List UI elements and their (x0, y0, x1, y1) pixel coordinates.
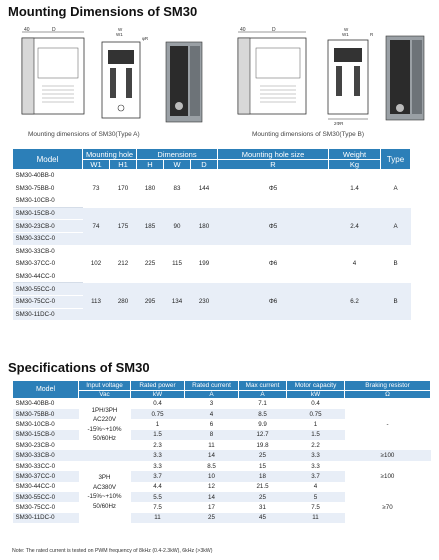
type-a-front-view (90, 26, 160, 126)
motor-capacity-cell: 7.5 (287, 502, 345, 512)
braking-resistor-cell: ≥100 (345, 450, 431, 460)
model-cell: SM30-55CC-0 (13, 283, 83, 296)
model-cell: SM30-40BB-0 (13, 399, 79, 409)
kg-cell: 1.4 (329, 170, 381, 208)
table-row (13, 245, 411, 258)
input-voltage-cell (79, 450, 131, 460)
model-cell: SM30-44CC-0 (13, 270, 83, 283)
rated-current-cell: 8.5 (185, 461, 239, 471)
r-cell: Φ5 (218, 207, 329, 245)
power-cell: 0.4 (131, 399, 185, 409)
w1-cell: 113 (83, 283, 110, 321)
type-a-side-view (14, 26, 94, 126)
max-current-cell: 21.5 (239, 482, 287, 492)
col-weight: Weight (329, 149, 381, 160)
w1-cell: 73 (83, 170, 110, 208)
motor-capacity-cell: 3.7 (287, 471, 345, 481)
model-cell: SM30-33CB-0 (13, 450, 79, 460)
col-dimensions: Dimensions (137, 149, 218, 160)
b-dim-left-label: 40 (240, 27, 246, 33)
type-a-product-image (160, 26, 210, 126)
col-w: W (164, 160, 191, 170)
motor-capacity-cell: 5 (287, 492, 345, 502)
model-cell: SM30-10CB-0 (13, 195, 83, 208)
rated-current-cell: 4 (185, 409, 239, 419)
col-w1: W1 (83, 160, 110, 170)
col-d: D (191, 160, 218, 170)
model-cell: SM30-75CC-0 (13, 502, 79, 512)
spec-unit-kw: kW (131, 391, 185, 399)
spec-unit-kw2: kW (287, 391, 345, 399)
a-dim-left-label: 40 (24, 27, 30, 33)
h-cell: 185 (137, 207, 164, 245)
specifications-heading: Specifications of SM30 (8, 360, 150, 375)
model-cell: SM30-33CB-0 (13, 245, 83, 258)
table-row (13, 170, 411, 183)
h-cell: 295 (137, 283, 164, 321)
type-b-product-image (382, 26, 432, 126)
h1-cell: 175 (110, 207, 137, 245)
col-h1: H1 (110, 160, 137, 170)
motor-capacity-cell: 1.5 (287, 430, 345, 440)
table-row (13, 283, 411, 296)
specifications-table (12, 380, 431, 523)
r-cell: Φ5 (218, 170, 329, 208)
rated-current-cell: 25 (185, 513, 239, 523)
rated-current-cell: 8 (185, 430, 239, 440)
col-r: R (218, 160, 329, 170)
type-b-front-view (316, 26, 382, 126)
model-cell: SM30-44CC-0 (13, 482, 79, 492)
h1-cell: 170 (110, 170, 137, 208)
max-current-cell: 25 (239, 492, 287, 502)
braking-resistor-cell: - (345, 399, 431, 451)
a-dim-depth-label: D (52, 27, 56, 33)
spec-unit-a2: A (239, 391, 287, 399)
power-cell: 3.3 (131, 461, 185, 471)
max-current-cell: 19.8 (239, 440, 287, 450)
b-dim-depth-label: D (272, 27, 276, 33)
r-cell: Φ6 (218, 283, 329, 321)
w1-cell: 102 (83, 245, 110, 283)
col-hole-size: Mounting hole size (218, 149, 329, 160)
model-cell: SM30-15CB-0 (13, 207, 83, 220)
spec-col-model: Model (13, 381, 79, 399)
motor-capacity-cell: 0.4 (287, 399, 345, 409)
power-cell: 7.5 (131, 502, 185, 512)
table-row (13, 461, 431, 471)
max-current-cell: 8.5 (239, 409, 287, 419)
motor-capacity-cell: 4 (287, 482, 345, 492)
caption-type-a: Mounting dimensions of SM30(Type A) (28, 131, 140, 138)
max-current-cell: 18 (239, 471, 287, 481)
d-cell: 180 (191, 207, 218, 245)
braking-resistor-cell: ≥100 (345, 461, 431, 492)
input-voltage-3ph-cell (79, 461, 131, 523)
power-cell: 3.3 (131, 450, 185, 460)
rated-current-cell: 14 (185, 492, 239, 502)
col-model: Model (13, 149, 83, 170)
rated-current-cell: 12 (185, 482, 239, 492)
max-current-cell: 9.9 (239, 419, 287, 429)
model-cell: SM30-75BB-0 (13, 409, 79, 419)
motor-capacity-cell: 2.2 (287, 440, 345, 450)
kg-cell: 6.2 (329, 283, 381, 321)
input-voltage-1ph-cell (79, 399, 131, 451)
model-cell: SM30-11DC-0 (13, 513, 79, 523)
h1-cell: 212 (110, 245, 137, 283)
caption-type-b: Mounting dimensions of SM30(Type B) (252, 131, 364, 138)
model-cell: SM30-11DC-0 (13, 308, 83, 321)
h1-cell: 280 (110, 283, 137, 321)
mounting-dimensions-heading: Mounting Dimensions of SM30 (8, 4, 198, 19)
d-cell: 199 (191, 245, 218, 283)
model-cell: SM30-40BB-0 (13, 170, 83, 183)
model-cell: SM30-23CB-0 (13, 220, 83, 233)
table-row (13, 492, 431, 502)
type-cell: B (381, 245, 411, 283)
d-cell: 230 (191, 283, 218, 321)
kg-cell: 2.4 (329, 207, 381, 245)
voltage-line: 1PH/3PH (91, 406, 118, 414)
model-cell: SM30-75BB-0 (13, 182, 83, 195)
model-cell: SM30-33CC-0 (13, 232, 83, 245)
w-cell: 134 (164, 283, 191, 321)
max-current-cell: 45 (239, 513, 287, 523)
rated-current-cell: 3 (185, 399, 239, 409)
power-cell: 1.5 (131, 430, 185, 440)
model-cell: SM30-23CB-0 (13, 440, 79, 450)
power-cell: 3.7 (131, 471, 185, 481)
model-cell: SM30-75CC-0 (13, 295, 83, 308)
motor-capacity-cell: 3.3 (287, 450, 345, 460)
model-cell: SM30-37CC-0 (13, 471, 79, 481)
rated-current-cell: 6 (185, 419, 239, 429)
voltage-line: -15%~+10% (87, 425, 122, 433)
max-current-cell: 25 (239, 450, 287, 460)
a-dim-phi-label: φR (142, 36, 149, 41)
mounting-drawings (14, 26, 434, 126)
b-dim-r-label: R (370, 32, 374, 37)
b-dim-w1-label: W1 (342, 32, 349, 37)
mounting-dimensions-table (12, 148, 411, 321)
rated-current-cell: 14 (185, 450, 239, 460)
model-cell: SM30-55CC-0 (13, 492, 79, 502)
w-cell: 115 (164, 245, 191, 283)
max-current-cell: 7.1 (239, 399, 287, 409)
col-kg: Kg (329, 160, 381, 170)
spec-col-motor-capacity: Motor capacity (287, 381, 345, 391)
w-cell: 83 (164, 170, 191, 208)
power-cell: 0.75 (131, 409, 185, 419)
power-cell: 11 (131, 513, 185, 523)
power-cell: 2.3 (131, 440, 185, 450)
col-mounting-hole: Mounting hole (83, 149, 137, 160)
model-cell: SM30-10CB-0 (13, 419, 79, 429)
table-row (13, 399, 431, 409)
spec-unit-a: A (185, 391, 239, 399)
max-current-cell: 12.7 (239, 430, 287, 440)
motor-capacity-cell: 1 (287, 419, 345, 429)
voltage-line: -15%~+10% (87, 493, 122, 501)
power-cell: 4.4 (131, 482, 185, 492)
r-cell: Φ6 (218, 245, 329, 283)
model-cell: SM30-33CC-0 (13, 461, 79, 471)
rated-current-cell: 10 (185, 471, 239, 481)
spec-unit-ohm: Ω (345, 391, 431, 399)
spec-col-input-voltage: Input voltage (79, 381, 131, 391)
col-type: Type (381, 149, 411, 170)
voltage-line: 50/60Hz (92, 502, 117, 510)
kg-cell: 4 (329, 245, 381, 283)
d-cell: 144 (191, 170, 218, 208)
voltage-line: 3PH (98, 474, 111, 482)
model-cell: SM30-37CC-0 (13, 258, 83, 271)
motor-capacity-cell: 0.75 (287, 409, 345, 419)
type-cell: A (381, 207, 411, 245)
type-b-side-view (230, 26, 316, 126)
table-row (13, 450, 431, 460)
voltage-line: AC220V (92, 416, 117, 424)
voltage-line: AC380V (92, 483, 117, 491)
type-cell: A (381, 170, 411, 208)
b-dim-w-label: W (344, 27, 349, 32)
motor-capacity-cell: 3.3 (287, 461, 345, 471)
motor-capacity-cell: 11 (287, 513, 345, 523)
spec-col-rated-power: Rated power (131, 381, 185, 391)
max-current-cell: 15 (239, 461, 287, 471)
power-cell: 1 (131, 419, 185, 429)
type-cell: B (381, 283, 411, 321)
model-cell: SM30-15CB-0 (13, 430, 79, 440)
a-dim-w-label: W (118, 27, 123, 32)
spec-col-rated-current: Rated current (185, 381, 239, 391)
col-h: H (137, 160, 164, 170)
max-current-cell: 31 (239, 502, 287, 512)
w1-cell: 74 (83, 207, 110, 245)
h-cell: 180 (137, 170, 164, 208)
footnote: Note: The rated current is tested on PWM frequency of 8kHz (0.4-2.3kW), 6kHz (>3kW) (12, 548, 213, 554)
power-cell: 5.5 (131, 492, 185, 502)
w-cell: 90 (164, 207, 191, 245)
voltage-line: 50/60Hz (92, 435, 117, 443)
h-cell: 225 (137, 245, 164, 283)
b-dim-bottom-label: 2ΦR (334, 121, 344, 126)
spec-col-braking-resistor: Braking resistor (345, 381, 431, 391)
a-dim-w1-label: W1 (116, 32, 123, 37)
spec-col-max-current: Max current (239, 381, 287, 391)
rated-current-cell: 17 (185, 502, 239, 512)
braking-resistor-cell: ≥70 (345, 492, 431, 523)
table-row (13, 207, 411, 220)
spec-unit-vac: Vac (79, 391, 131, 399)
rated-current-cell: 11 (185, 440, 239, 450)
